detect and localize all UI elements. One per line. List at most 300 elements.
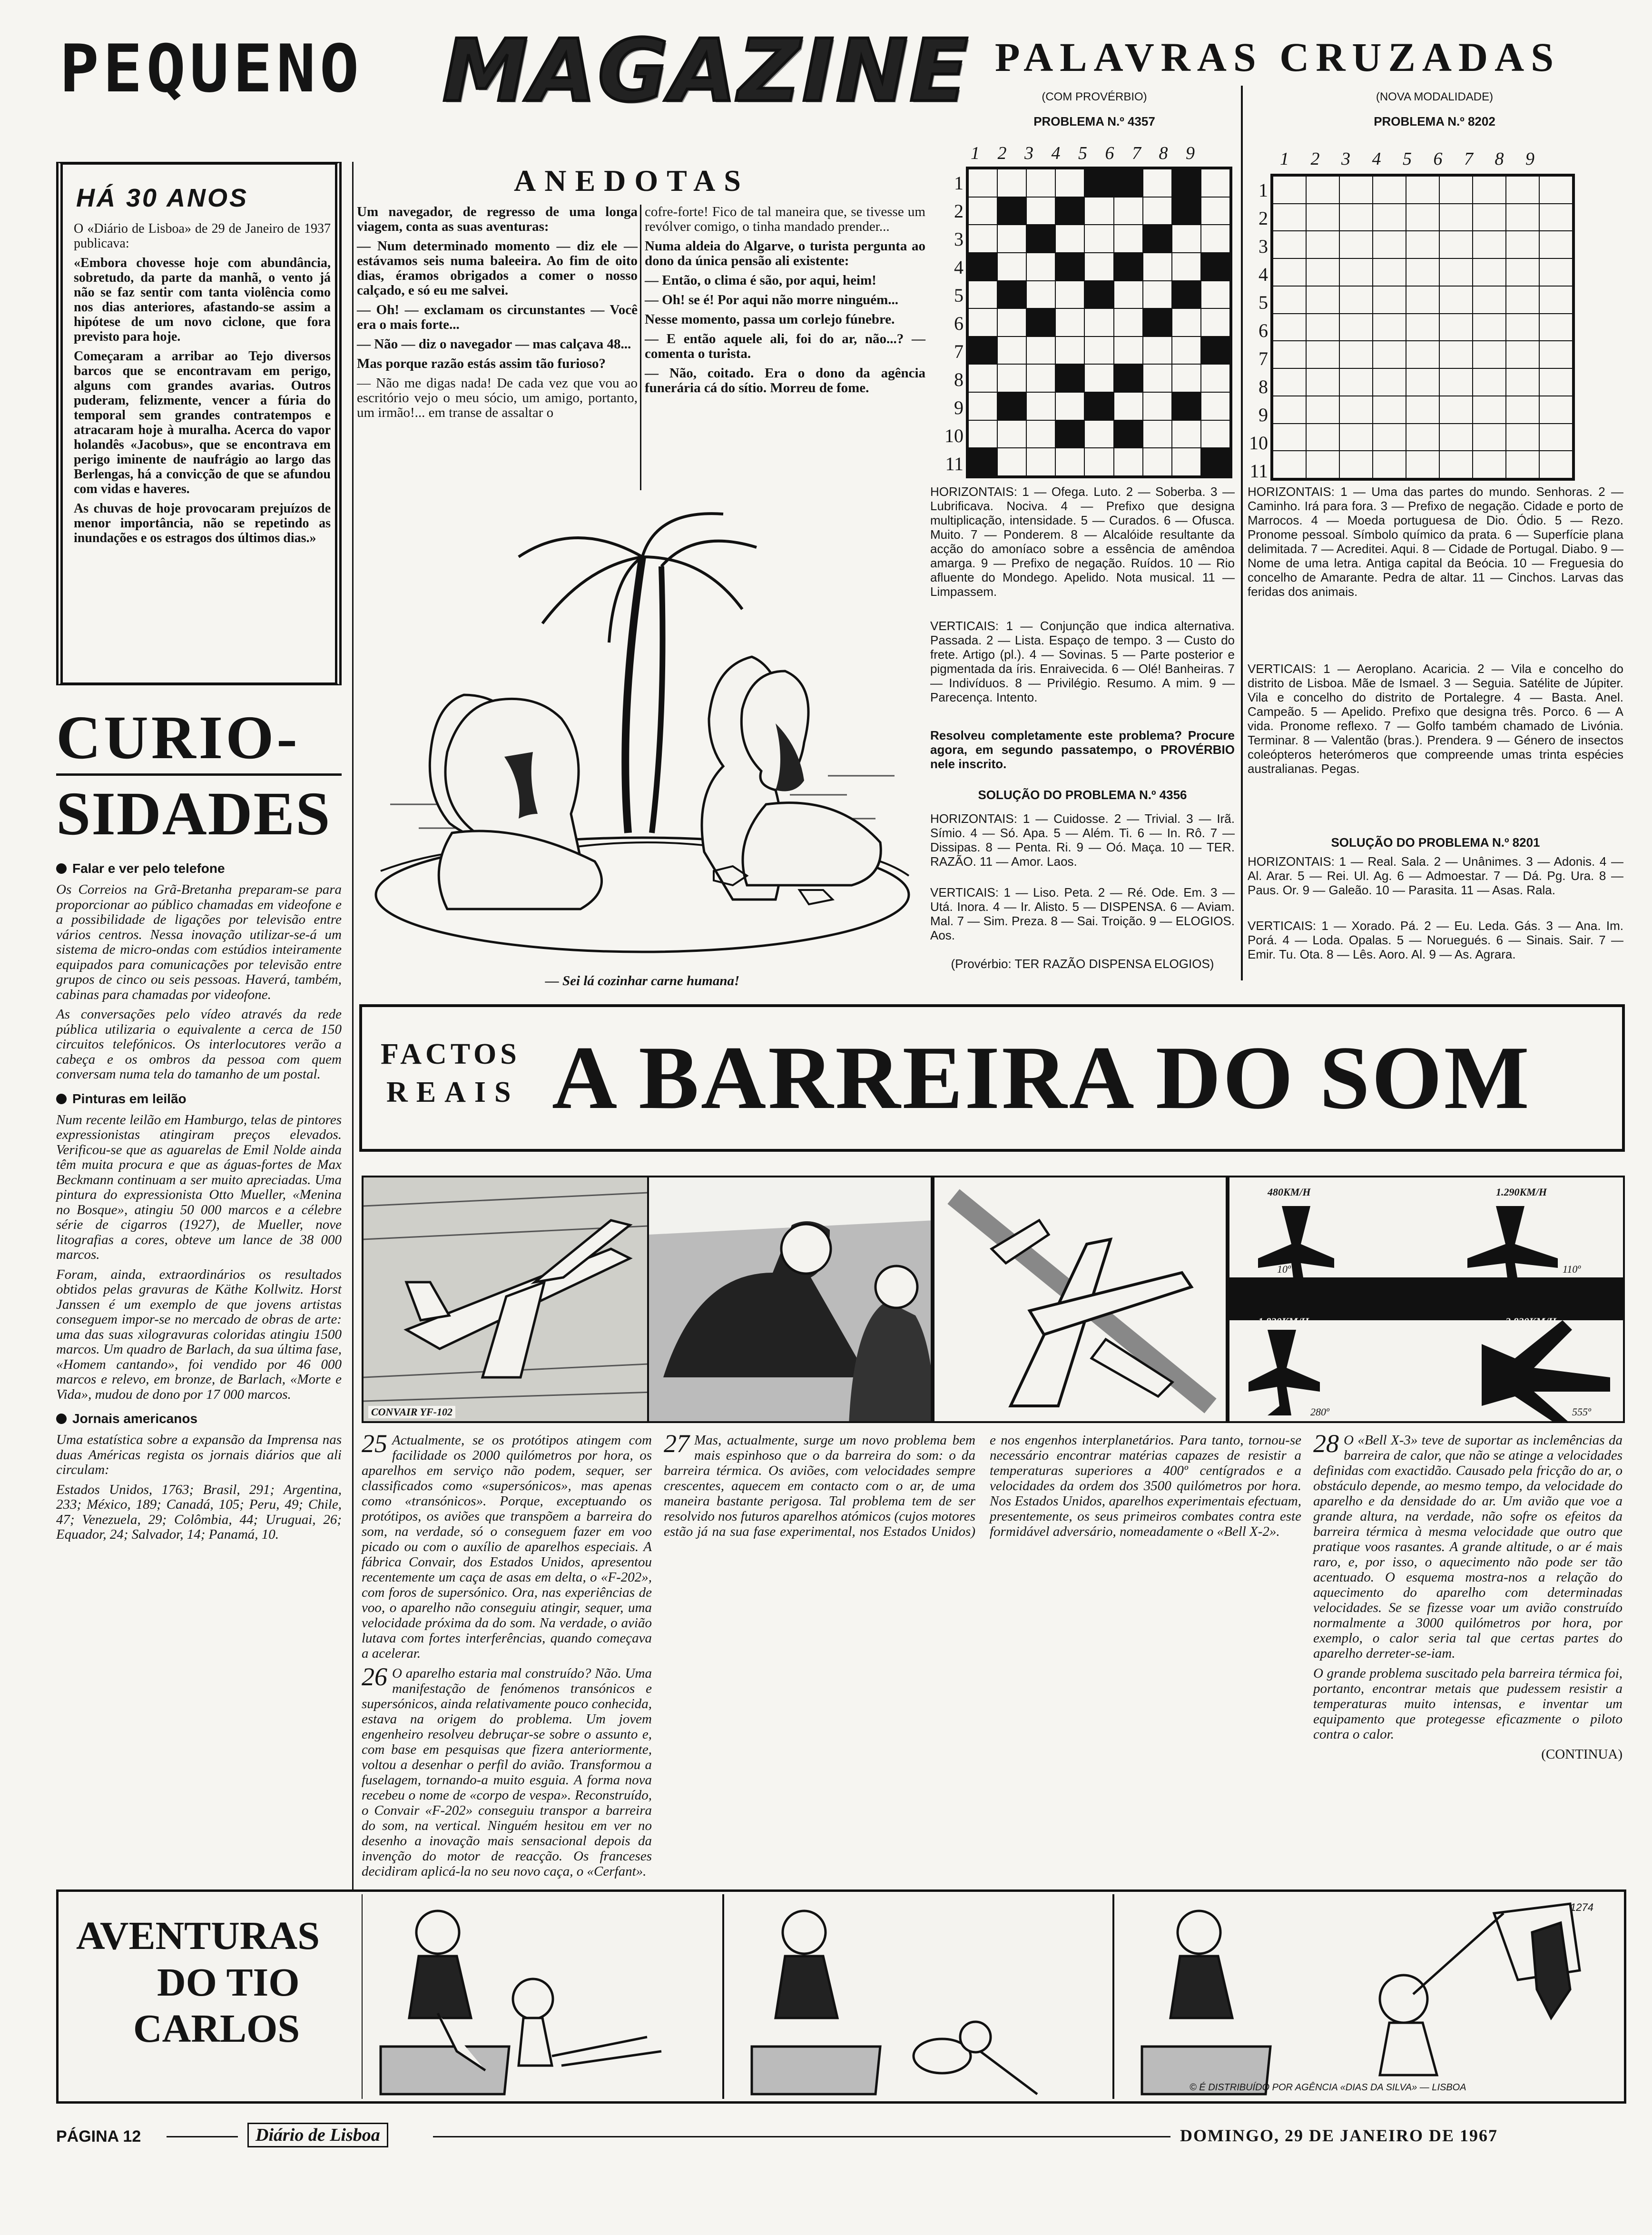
crossword-cell[interactable] bbox=[1473, 341, 1506, 368]
crossword-cell[interactable] bbox=[1273, 424, 1306, 451]
crossword-cell[interactable] bbox=[1114, 336, 1143, 365]
crossword-cell[interactable] bbox=[1306, 451, 1339, 478]
crossword-right-grid[interactable] bbox=[1270, 174, 1575, 481]
crossword-cell[interactable] bbox=[1084, 308, 1113, 336]
crossword-cell[interactable] bbox=[1473, 424, 1506, 451]
crossword-cell[interactable] bbox=[968, 448, 997, 476]
crossword-cell[interactable] bbox=[1172, 364, 1201, 392]
crossword-left-note: Resolveu completamente este problema? Procure agora, em segundo passatempo, o PROVÉRBIO nele inscrito. bbox=[930, 728, 1235, 771]
tio-number: 1274 bbox=[1570, 1901, 1593, 1913]
joke3-b: — Então, o clima é são, por aqui, heim! bbox=[645, 273, 876, 288]
crossword-cell[interactable] bbox=[1143, 392, 1172, 420]
crossword-cell[interactable] bbox=[1084, 197, 1113, 225]
curiosidades-title-1: CURIO- bbox=[56, 703, 300, 772]
crossword-cell[interactable] bbox=[1539, 258, 1573, 286]
row-number: 9 bbox=[954, 397, 964, 418]
crossword-cell[interactable] bbox=[1114, 197, 1143, 225]
crossword-cell[interactable] bbox=[997, 197, 1026, 225]
crossword-cell[interactable] bbox=[1373, 258, 1406, 286]
row-number: 8 bbox=[1259, 376, 1268, 397]
crossword-cell[interactable] bbox=[997, 336, 1026, 365]
footer-date: DOMINGO, 29 DE JANEIRO DE 1967 bbox=[1180, 2126, 1498, 2145]
number-27: 27 bbox=[664, 1429, 689, 1458]
crossword-cell[interactable] bbox=[1539, 396, 1573, 424]
crossword-cell[interactable] bbox=[1201, 225, 1230, 253]
crossword-cell[interactable] bbox=[1539, 176, 1573, 204]
crossword-cell[interactable] bbox=[1273, 368, 1306, 396]
crossword-cell[interactable] bbox=[968, 364, 997, 392]
crossword-cell[interactable] bbox=[1373, 286, 1406, 314]
tio-title-2: DO TIO bbox=[157, 1960, 300, 2005]
anedotas-col1 bbox=[357, 205, 638, 425]
crossword-cell[interactable] bbox=[1339, 204, 1373, 231]
crossword-cell[interactable] bbox=[1473, 231, 1506, 258]
crossword-cell[interactable] bbox=[1084, 448, 1113, 476]
crossword-cell[interactable] bbox=[1055, 336, 1084, 365]
diagram-deg-1: 10º bbox=[1277, 1263, 1291, 1275]
crossword-cell[interactable] bbox=[1506, 204, 1539, 231]
crossword-cell[interactable] bbox=[1373, 231, 1406, 258]
crossword-cell[interactable] bbox=[1026, 336, 1055, 365]
row-number: 10 bbox=[944, 425, 964, 446]
crossword-cell[interactable] bbox=[1506, 314, 1539, 341]
crossword-cell[interactable] bbox=[1306, 204, 1339, 231]
crossword-cell[interactable] bbox=[1506, 231, 1539, 258]
diagram-label-2: 1.290KM/H bbox=[1496, 1186, 1547, 1198]
crossword-cell[interactable] bbox=[1172, 420, 1201, 448]
joke2-c: cofre-forte! Fico de tal maneira que, se tivesse um revólver comigo, o tinha mandado prender... bbox=[645, 204, 925, 234]
crossword-cell[interactable] bbox=[1506, 176, 1539, 204]
crossword-cell[interactable] bbox=[1539, 314, 1573, 341]
comic-panel-1 bbox=[362, 1176, 666, 1423]
crossword-cell[interactable] bbox=[1439, 314, 1473, 341]
crossword-cell[interactable] bbox=[968, 420, 997, 448]
crossword-cell[interactable] bbox=[1473, 286, 1506, 314]
crossword-cell[interactable] bbox=[1055, 392, 1084, 420]
row-number: 4 bbox=[1259, 264, 1268, 285]
crossword-cell[interactable] bbox=[1306, 258, 1339, 286]
crossword-cell[interactable] bbox=[1273, 258, 1306, 286]
joke3-d: Nesse momento, passa um corlejo fúnebre. bbox=[645, 312, 895, 327]
crossword-cell[interactable] bbox=[1201, 336, 1230, 365]
crossword-cell[interactable] bbox=[1473, 314, 1506, 341]
row-number: 1 bbox=[1259, 179, 1268, 201]
crossword-cell[interactable] bbox=[1084, 336, 1113, 365]
crossword-cell[interactable] bbox=[1114, 364, 1143, 392]
crossword-cell[interactable] bbox=[1373, 176, 1406, 204]
crossword-cell[interactable] bbox=[1055, 448, 1084, 476]
crossword-cell[interactable] bbox=[1406, 341, 1439, 368]
crossword-cell[interactable] bbox=[1506, 258, 1539, 286]
crossword-cell[interactable] bbox=[1306, 231, 1339, 258]
crossword-cell[interactable] bbox=[1406, 258, 1439, 286]
island-cartoon bbox=[362, 500, 923, 971]
crossword-cell[interactable] bbox=[1539, 286, 1573, 314]
row-number: 6 bbox=[1259, 320, 1268, 341]
crossword-cell[interactable] bbox=[997, 448, 1026, 476]
crossword-cell[interactable] bbox=[1143, 281, 1172, 309]
crossword-cell[interactable] bbox=[1439, 176, 1473, 204]
row-number: 5 bbox=[954, 285, 964, 306]
crossword-cell[interactable] bbox=[1084, 225, 1113, 253]
crossword-cell[interactable] bbox=[1201, 364, 1230, 392]
crossword-cell[interactable] bbox=[1055, 364, 1084, 392]
crossword-cell[interactable] bbox=[1406, 204, 1439, 231]
crossword-cell[interactable] bbox=[1055, 197, 1084, 225]
crossword-cell[interactable] bbox=[1439, 451, 1473, 478]
crossword-cell[interactable] bbox=[997, 420, 1026, 448]
crossword-cell[interactable] bbox=[1439, 396, 1473, 424]
crossword-cell[interactable] bbox=[997, 281, 1026, 309]
crossword-cell[interactable] bbox=[1143, 169, 1172, 197]
crossword-cell[interactable] bbox=[1306, 176, 1339, 204]
crossword-cell[interactable] bbox=[1026, 364, 1055, 392]
section-pinturas: Pinturas em leilão bbox=[56, 1091, 342, 1107]
crossword-cell[interactable] bbox=[1055, 253, 1084, 281]
diagram-deg-4: 555º bbox=[1572, 1406, 1591, 1418]
tio-title-3: CARLOS bbox=[133, 2007, 300, 2051]
crossword-cell[interactable] bbox=[1506, 424, 1539, 451]
crossword-cell[interactable] bbox=[1506, 286, 1539, 314]
crossword-cell[interactable] bbox=[1201, 169, 1230, 197]
row-number: 8 bbox=[954, 369, 964, 390]
crossword-cell[interactable] bbox=[1473, 258, 1506, 286]
text-27: Mas, actualmente, surge um novo problema bem mais espinhoso que o da barreira do som: o da barreira térmica. Os aviões, com velocidades sempre crescentes, aquecem em contacto com o ar, de uma maneira bastante perigosa. Tal problema tem de ser resolvido nos futuros aparelhos atómicos (cujos motores estão já na sua fase experimental, nos Estados Unidos) e nos engenhos interplanetários. Para tanto, tornou-se necessário encontrar matérias capazes de resistir a temperaturas superiores a 400º centígrados e a velocidades da ordem dos 3500 quilómetros por hora. Nos Estados Unidos, aparelhos experimentais efectuam, presentemente, os seus primeiros combates contra este formidável adversário, nomeadamente o «Bell X-2». bbox=[664, 1433, 1301, 1539]
joke1-intro: Um navegador, de regresso de uma longa viagem, conta as suas aventuras: bbox=[357, 204, 638, 234]
crossword-cell[interactable] bbox=[1084, 364, 1113, 392]
row-number: 2 bbox=[954, 200, 964, 222]
crossword-cell[interactable] bbox=[1406, 314, 1439, 341]
text-26: O aparelho estaria mal construído? Não. Uma manifestação de fenómenos transónicos e supersónicos, ainda relativamente pouco conhecida, estava na origem do problema. Um jovem engenheiro resolveu debruçar-se sobre o assunto e, com base em pesquisas que fizera anteriormente, voltou a desenhar o perfil do avião. Transformou a fuselagem, tornando-a muito esguia. A forma nova recebeu o nome de «corpo de vespa». Reconstruído, o Convair «F-202» conseguiu transpor a barreira do som, na vertical. Ninguém hesitou em ver no desenho a inovação mais sensacional depois da invenção do motor de reacção. Os franceses decidiram aplicá-la no seu novo caça, o «Cerfant». bbox=[362, 1666, 652, 1879]
diagram-deg-3: 280º bbox=[1310, 1406, 1329, 1418]
curiosidades-title-2: SIDADES bbox=[56, 780, 331, 848]
crossword-cell[interactable] bbox=[1273, 231, 1306, 258]
anedotas-title: ANEDOTAS bbox=[514, 164, 749, 198]
ha30-p1: O «Diário de Lisboa» de 29 de Janeiro de 1937 publicava: bbox=[74, 221, 331, 251]
diagram-label-3: 1.820KM/H bbox=[1258, 1315, 1309, 1327]
crossword-cell[interactable] bbox=[1339, 314, 1373, 341]
s3-p2: Estados Unidos, 1763; Brasil, 291; Argentina, 233; México, 189; Canadá, 105; Peru, 49; Chile, 47; Venezuela, 29; Colômbia, 44; Uruguai, 26; Equador, 24; Salvador, 14; Panamá, 10. bbox=[56, 1482, 342, 1542]
crossword-cell[interactable] bbox=[997, 169, 1026, 197]
crossword-left-solution-title: SOLUÇÃO DO PROBLEMA N.º 4356 bbox=[978, 788, 1187, 802]
row-number: 3 bbox=[1259, 236, 1268, 257]
crossword-cell[interactable] bbox=[1339, 231, 1373, 258]
joke3-intro: Numa aldeia do Algarve, o turista pergunta ao dono da única pensão ali existente: bbox=[645, 238, 925, 268]
crossword-cell[interactable] bbox=[1055, 225, 1084, 253]
crossword-cell[interactable] bbox=[997, 253, 1026, 281]
crossword-cell[interactable] bbox=[1084, 281, 1113, 309]
crossword-cell[interactable] bbox=[1143, 253, 1172, 281]
crossword-cell[interactable] bbox=[1172, 448, 1201, 476]
crossword-left-solution-v: VERTICAIS: 1 — Liso. Peta. 2 — Ré. Ode. Em. 3 — Utá. Inora. 4 — Ir. Alisto. 5 — DISPENSA. 6 — Aviam. Mal. 7 — Sim. Preza. 8 — Sai. Troição. 9 — ELOGIOS. Aos. bbox=[930, 885, 1235, 942]
crossword-cell[interactable] bbox=[1026, 253, 1055, 281]
crossword-cell[interactable] bbox=[1084, 253, 1113, 281]
crossword-cell[interactable] bbox=[1506, 368, 1539, 396]
crossword-cell[interactable] bbox=[1201, 308, 1230, 336]
crossword-cell[interactable] bbox=[1539, 368, 1573, 396]
crossword-right-verticais: VERTICAIS: 1 — Aeroplano. Acaricia. 2 — Vila e concelho do distrito de Lisboa. Mãe de Ismael. 3 — Seguia. Satélite de Júpiter. Vila e concelho do distrito de Portalegre. 4 — Basta. Anel. Campeão. 5 — Apelido. Prefixo que designa três. Porco. 6 — A vida. Pronome reflexo. 7 — Golfo também chamado de Livónia. Terminar. 8 — Valentão (bras.). Prendera. 9 — Género de insectos coleópteros heterómeros que compreende umas trinta espécies australianas. Pegas. bbox=[1248, 662, 1623, 776]
crossword-cell[interactable] bbox=[1273, 341, 1306, 368]
crossword-cell[interactable] bbox=[1201, 281, 1230, 309]
crossword-cell[interactable] bbox=[1539, 204, 1573, 231]
crossword-cell[interactable] bbox=[1172, 392, 1201, 420]
crossword-cell[interactable] bbox=[1339, 424, 1373, 451]
crossword-cell[interactable] bbox=[1273, 451, 1306, 478]
crossword-cell[interactable] bbox=[1539, 451, 1573, 478]
crossword-left-solution-h: HORIZONTAIS: 1 — Cuidosse. 2 — Trivial. 3 — Irã. Símio. 4 — Só. Apa. 5 — Além. Ti. 6 — In. Rô. 7 — Dissipas. 8 — Penta. Ri. 9 — Oó. Maça. 10 — TER. RAZÃO. 11 — Amor. Laos. bbox=[930, 811, 1235, 869]
crossword-cell[interactable] bbox=[1473, 396, 1506, 424]
crossword-cell[interactable] bbox=[1201, 448, 1230, 476]
crossword-cell[interactable] bbox=[968, 281, 997, 309]
masthead-pequeno: PEQUENO bbox=[59, 30, 363, 107]
crossword-cell[interactable] bbox=[1373, 396, 1406, 424]
crossword-cell[interactable] bbox=[1114, 392, 1143, 420]
ha30-text bbox=[74, 221, 331, 550]
joke1-d: — Não — diz o navegador — mas calçava 48... bbox=[357, 336, 631, 352]
crossword-cell[interactable] bbox=[997, 392, 1026, 420]
crossword-cell[interactable] bbox=[1473, 368, 1506, 396]
crossword-cell[interactable] bbox=[1114, 253, 1143, 281]
crossword-cell[interactable] bbox=[1306, 368, 1339, 396]
crossword-cell[interactable] bbox=[1114, 281, 1143, 309]
joke3-c: — Oh! se é! Por aqui não morre ninguém... bbox=[645, 292, 899, 307]
crossword-cell[interactable] bbox=[1373, 368, 1406, 396]
crossword-cell[interactable] bbox=[1026, 308, 1055, 336]
crossword-cell[interactable] bbox=[968, 225, 997, 253]
crossword-cell[interactable] bbox=[1055, 308, 1084, 336]
crossword-cell[interactable] bbox=[1339, 258, 1373, 286]
crossword-cell[interactable] bbox=[1172, 308, 1201, 336]
crossword-cell[interactable] bbox=[1406, 286, 1439, 314]
crossword-cell[interactable] bbox=[1406, 176, 1439, 204]
crossword-right-subtitle: (NOVA MODALIDADE) bbox=[1376, 90, 1494, 103]
crossword-cell[interactable] bbox=[1506, 396, 1539, 424]
crossword-cell[interactable] bbox=[1539, 341, 1573, 368]
section-falar-ver: Falar e ver pelo telefone bbox=[56, 860, 342, 877]
crossword-right-rownums bbox=[1249, 176, 1268, 485]
anedotas-col2 bbox=[645, 205, 925, 400]
crossword-cell[interactable] bbox=[1114, 169, 1143, 197]
crossword-cell[interactable] bbox=[1406, 424, 1439, 451]
curiosidades-body bbox=[56, 852, 342, 1547]
ha30-title: HÁ 30 ANOS bbox=[76, 184, 249, 212]
crossword-cell[interactable] bbox=[1439, 368, 1473, 396]
crossword-cell[interactable] bbox=[1114, 448, 1143, 476]
section-jornais: Jornais americanos bbox=[56, 1411, 342, 1427]
crossword-cell[interactable] bbox=[1406, 451, 1439, 478]
crossword-cell[interactable] bbox=[997, 225, 1026, 253]
factos-label-1: FACTOS bbox=[381, 1038, 521, 1070]
crossword-cell[interactable] bbox=[1339, 176, 1373, 204]
crossword-cell[interactable] bbox=[1026, 225, 1055, 253]
row-number: 10 bbox=[1249, 432, 1268, 454]
number-28: 28 bbox=[1313, 1429, 1339, 1458]
crossword-cell[interactable] bbox=[1026, 197, 1055, 225]
crossword-cell[interactable] bbox=[1143, 308, 1172, 336]
crossword-cell[interactable] bbox=[1273, 314, 1306, 341]
crossword-cell[interactable] bbox=[1406, 231, 1439, 258]
row-number: 7 bbox=[1259, 348, 1268, 369]
crossword-cell[interactable] bbox=[968, 392, 997, 420]
crossword-cell[interactable] bbox=[1201, 392, 1230, 420]
crossword-right-horizontais: HORIZONTAIS: 1 — Uma das partes do mundo. Senhoras. 2 — Caminho. Irá para fora. 3 — Prefixo de negação. Cidade e porto de Marrocos. 4 — Moeda portuguesa de Dio. Ódio. 5 — Rezo. Pronome pessoal. Símbolo químico da prata. 6 — Superfície plana delimitada. 7 — Acreditei. Aqui. 8 — Cidade de Portugal. Diabo. 9 — Nome de uma letra. Antiga capital da Beócia. 10 — Freguesia do concelho de Amarante. Pedra de altar. 11 — Cinchos. Larvas das feridas dos animais. bbox=[1248, 485, 1623, 599]
footer-page: PÁGINA 12 bbox=[56, 2127, 141, 2146]
crossword-cell[interactable] bbox=[1273, 204, 1306, 231]
diagram-deg-2: 110º bbox=[1563, 1263, 1581, 1275]
crossword-cell[interactable] bbox=[1439, 341, 1473, 368]
crossword-cell[interactable] bbox=[997, 308, 1026, 336]
crossword-cell[interactable] bbox=[1506, 451, 1539, 478]
crossword-cell[interactable] bbox=[1339, 368, 1373, 396]
ha30-p2: «Embora chovesse hoje com abundância, sobretudo, da parte da manhã, o vento já não se faz sentir com tanta violência como nos dias anteriores, afastando-se assim a hipótese de um novo ciclone, que fora previsto para hoje. bbox=[74, 256, 331, 344]
crossword-cell[interactable] bbox=[1406, 368, 1439, 396]
text-25: Actualmente, se os protótipos atingem com facilidade os 2000 quilómetros por hora, os aparelhos em serviço não podem, sequer, ser classificados como «supersónicos», mas apenas como «transónicos». Porque, exceptuando os protótipos, os aviões que transpõem a barreira do som, na verdade, só o conseguem fazer em voo picado ou com o auxílio de aparelhos especiais. A fábrica Convair, dos Estados Unidos, apresentou recentemente um caça de asas em delta, o «F-202», com foros de supersónico. Ora, nas experiências de voo, o aparelho não conseguiu atingir, sequer, uma velocidade próxima da do som. Na verdade, o avião lutava com fortes interferências, quando começava a acelerar. bbox=[362, 1433, 652, 1661]
crossword-cell[interactable] bbox=[1114, 308, 1143, 336]
crossword-cell[interactable] bbox=[1172, 169, 1201, 197]
crossword-cell[interactable] bbox=[1339, 451, 1373, 478]
crossword-cell[interactable] bbox=[1026, 281, 1055, 309]
row-number: 11 bbox=[945, 453, 964, 475]
crossword-cell[interactable] bbox=[1026, 448, 1055, 476]
panel1-label: CONVAIR YF-102 bbox=[368, 1406, 455, 1418]
crossword-cell[interactable] bbox=[1026, 420, 1055, 448]
crossword-cell[interactable] bbox=[1172, 225, 1201, 253]
row-number: 5 bbox=[1259, 292, 1268, 313]
factos-title: A BARREIRA DO SOM bbox=[552, 1028, 1531, 1128]
number-25: 25 bbox=[362, 1429, 387, 1458]
crossword-cell[interactable] bbox=[1273, 396, 1306, 424]
ha30-p4: As chuvas de hoje provocaram prejuízos de menor importância, não se repetindo as inundações e os estragos dos últimos dias.» bbox=[74, 501, 331, 545]
crossword-title: PALAVRAS CRUZADAS bbox=[994, 34, 1561, 80]
crossword-right-digits: 1 2 3 4 5 6 7 8 9 bbox=[1280, 149, 1543, 169]
crossword-cell[interactable] bbox=[1084, 420, 1113, 448]
crossword-right-problem: PROBLEMA N.º 8202 bbox=[1374, 114, 1495, 129]
row-number: 3 bbox=[954, 228, 964, 250]
crossword-cell[interactable] bbox=[1084, 169, 1113, 197]
tio-comic-art bbox=[362, 1894, 1618, 2099]
crossword-cell[interactable] bbox=[1373, 314, 1406, 341]
crossword-cell[interactable] bbox=[1439, 424, 1473, 451]
crossword-cell[interactable] bbox=[1306, 424, 1339, 451]
crossword-cell[interactable] bbox=[1439, 204, 1473, 231]
crossword-cell[interactable] bbox=[1373, 424, 1406, 451]
tio-credit: © É DISTRIBUÍDO POR AGÊNCIA «DIAS DA SILVA» — LISBOA bbox=[1190, 2082, 1466, 2093]
crossword-cell[interactable] bbox=[1306, 314, 1339, 341]
crossword-cell[interactable] bbox=[1172, 197, 1201, 225]
crossword-cell[interactable] bbox=[1273, 176, 1306, 204]
crossword-cell[interactable] bbox=[1026, 392, 1055, 420]
joke3-f: — Não, coitado. Era o dono da agência funerária cá do sítio. Morreu de fome. bbox=[645, 366, 925, 396]
crossword-cell[interactable] bbox=[1373, 451, 1406, 478]
crossword-cell[interactable] bbox=[968, 197, 997, 225]
crossword-right-solution-v: VERTICAIS: 1 — Xorado. Pá. 2 — Eu. Leda. Gás. 3 — Ana. Im. Porá. 4 — Loda. Opalas. 5 — Noruegués. 6 — Sinais. Sair. 7 — Emir. Tu. Ota. 8 — Lês. Aoro. Al. 9 — As. Agrara. bbox=[1248, 919, 1623, 961]
crossword-left-subtitle: (COM PROVÉRBIO) bbox=[1042, 90, 1147, 103]
comic-panel-3 bbox=[933, 1176, 1228, 1423]
crossword-left-verticais: VERTICAIS: 1 — Conjunção que indica alternativa. Passada. 2 — Lista. Espaço de tempo. 3 — Custo do frete. Artigo (pl.). 4 — Sovinas. 5 — Parte posterior e pigmentada da íris. Enraivecida. 6 — Olé! Banheiras. 7 — Indivíduos. 8 — Privilégio. Resumo. A mim. 9 — Parecença. Intento. bbox=[930, 619, 1235, 704]
crossword-cell[interactable] bbox=[1026, 169, 1055, 197]
crossword-cell[interactable] bbox=[1055, 420, 1084, 448]
crossword-cell[interactable] bbox=[1339, 286, 1373, 314]
crossword-cell[interactable] bbox=[1114, 225, 1143, 253]
row-number: 7 bbox=[954, 341, 964, 362]
crossword-cell[interactable] bbox=[1201, 253, 1230, 281]
crossword-left-rownums bbox=[944, 169, 964, 478]
crossword-cell[interactable] bbox=[1143, 364, 1172, 392]
crossword-cell[interactable] bbox=[1084, 392, 1113, 420]
crossword-cell[interactable] bbox=[1306, 286, 1339, 314]
crossword-cell[interactable] bbox=[1506, 341, 1539, 368]
crossword-left-grid[interactable] bbox=[966, 167, 1232, 478]
row-number: 9 bbox=[1259, 404, 1268, 425]
crossword-cell[interactable] bbox=[1439, 231, 1473, 258]
crossword-cell[interactable] bbox=[968, 308, 997, 336]
cartoon-caption: — Sei lá cozinhar carne humana! bbox=[545, 973, 740, 989]
s1-p2: As conversações pelo vídeo através da rede pública utilizaria o equivalente a cerca de 150 circuitos telefónicos. Os interlocutores verão a cabeça e os ombros da pessoa com quem conversam numa tela do tamanho de um postal. bbox=[56, 1007, 342, 1082]
crossword-right-solution-title: SOLUÇÃO DO PROBLEMA N.º 8201 bbox=[1331, 835, 1540, 850]
ha30-p3: Começaram a arribar ao Tejo diversos barcos que se encontravam em perigo, alguns com grandes avarias. Outros puderam, felizmente, vencer a fúria do temporal sem grandes contratempos e atracaram hoje à muralha. Acerca do vapor holandês «Jacobus», que se encontrava em perigo iminente de naufrágio ao largo das Berlengas, há a convicção de que se afundou com vidas e haveres. bbox=[74, 349, 331, 496]
crossword-left-horizontais: HORIZONTAIS: 1 — Ofega. Luto. 2 — Soberba. 3 — Lubrificava. Nociva. 4 — Prefixo que designa multiplicação, intensidade. 5 — Curados. 6 — Ofusca. Muito. 7 — Ponderem. 8 — Alcalóide resultante da acção do amoníaco sobre a essência de amêndoa amarga. 9 — Prefixo de negação. Ruídos. 10 — Rio afluente do Mondego. Apelido. Nota musical. 11 — Limpassem. bbox=[930, 485, 1235, 599]
crossword-cell[interactable] bbox=[1055, 169, 1084, 197]
crossword-cell[interactable] bbox=[1373, 204, 1406, 231]
crossword-left-proverb: (Provérbio: TER RAZÃO DISPENSA ELOGIOS) bbox=[951, 957, 1214, 971]
crossword-cell[interactable] bbox=[1143, 197, 1172, 225]
diagram-label-1: 480KM/H bbox=[1268, 1186, 1311, 1198]
crossword-cell[interactable] bbox=[1201, 420, 1230, 448]
crossword-right-solution-h: HORIZONTAIS: 1 — Real. Sala. 2 — Unânimes. 3 — Adonis. 4 — Al. Arar. 5 — Rei. Ul. Ag. 6 — Admoestar. 7 — Dá. Pg. Ura. 8 — Paus. Or. 9 — Galeão. 10 — Parasita. 11 — Asas. Rala. bbox=[1248, 854, 1623, 897]
text-28: O «Bell X-3» teve de suportar as inclemências da barreira de calor, que não se atinge a velocidades definidas com exactidão. Causado pela fricção do ar, o obstáculo depende, ao mesmo tempo, da velocidade do aparelho e da densidade do ar. Um avião que voe a grande altura, na verdade, não sofre os efeitos da barreira térmica à mesma velocidade que outro que pratique voos rasantes. A grande altitude, o ar é mais raro, e, por isso, o aquecimento não pode ser tão acentuado. O esquema mostra-nos a relação do aquecimento do aparelho com determinadas velocidades. Se se fizesse voar um avião construído normalmente a 3000 quilómetros por hora, por exemplo, o calor seria tal que certas partes do aparelho derreter-se-iam. bbox=[1313, 1433, 1622, 1661]
factos-col-4 bbox=[1313, 1429, 1622, 1767]
crossword-cell[interactable] bbox=[1473, 176, 1506, 204]
crossword-cell[interactable] bbox=[1439, 258, 1473, 286]
crossword-cell[interactable] bbox=[1373, 341, 1406, 368]
factos-label-2: REAIS bbox=[386, 1076, 520, 1108]
crossword-cell[interactable] bbox=[1539, 424, 1573, 451]
crossword-cell[interactable] bbox=[1273, 286, 1306, 314]
crossword-cell[interactable] bbox=[1114, 420, 1143, 448]
crossword-cell[interactable] bbox=[1473, 451, 1506, 478]
crossword-cell[interactable] bbox=[1143, 420, 1172, 448]
continua: (CONTINUA) bbox=[1541, 1747, 1622, 1762]
crossword-cell[interactable] bbox=[1172, 281, 1201, 309]
row-number: 11 bbox=[1249, 460, 1268, 482]
crossword-cell[interactable] bbox=[1055, 281, 1084, 309]
crossword-cell[interactable] bbox=[1406, 396, 1439, 424]
crossword-cell[interactable] bbox=[1143, 448, 1172, 476]
crossword-cell[interactable] bbox=[968, 169, 997, 197]
crossword-cell[interactable] bbox=[1172, 253, 1201, 281]
crossword-cell[interactable] bbox=[1339, 396, 1373, 424]
footer-paper-logo: Diário de Lisboa bbox=[247, 2123, 388, 2147]
crossword-cell[interactable] bbox=[1143, 336, 1172, 365]
crossword-cell[interactable] bbox=[1439, 286, 1473, 314]
crossword-cell[interactable] bbox=[1339, 341, 1373, 368]
s1-p1: Os Correios na Grã-Bretanha preparam-se para proporcionar ao público chamadas em videofone e a possibilidade de ligações por televisão entre vários centros. Nessa inovação utilizar-se-á um sistema de micro-ondas com estúdios inteiramente equipados para comunicações por televisão entre grupos de cinco ou seis pessoas. Haverá, também, cabinas para chamadas por videofone. bbox=[56, 882, 342, 1002]
s3-p1: Uma estatística sobre a expansão da Imprensa nas duas Américas regista os jornais diários que ali circulam: bbox=[56, 1432, 342, 1477]
row-number: 6 bbox=[954, 313, 964, 334]
row-number: 2 bbox=[1259, 208, 1268, 229]
crossword-cell[interactable] bbox=[997, 364, 1026, 392]
comic-panel-2 bbox=[647, 1176, 933, 1423]
crossword-cell[interactable] bbox=[968, 336, 997, 365]
crossword-cell[interactable] bbox=[1473, 204, 1506, 231]
crossword-cell[interactable] bbox=[1306, 396, 1339, 424]
crossword-cell[interactable] bbox=[1201, 197, 1230, 225]
crossword-cell[interactable] bbox=[1539, 231, 1573, 258]
crossword-cell[interactable] bbox=[1306, 341, 1339, 368]
crossword-cell[interactable] bbox=[968, 253, 997, 281]
crossword-cell[interactable] bbox=[1143, 225, 1172, 253]
crossword-cell[interactable] bbox=[1172, 336, 1201, 365]
